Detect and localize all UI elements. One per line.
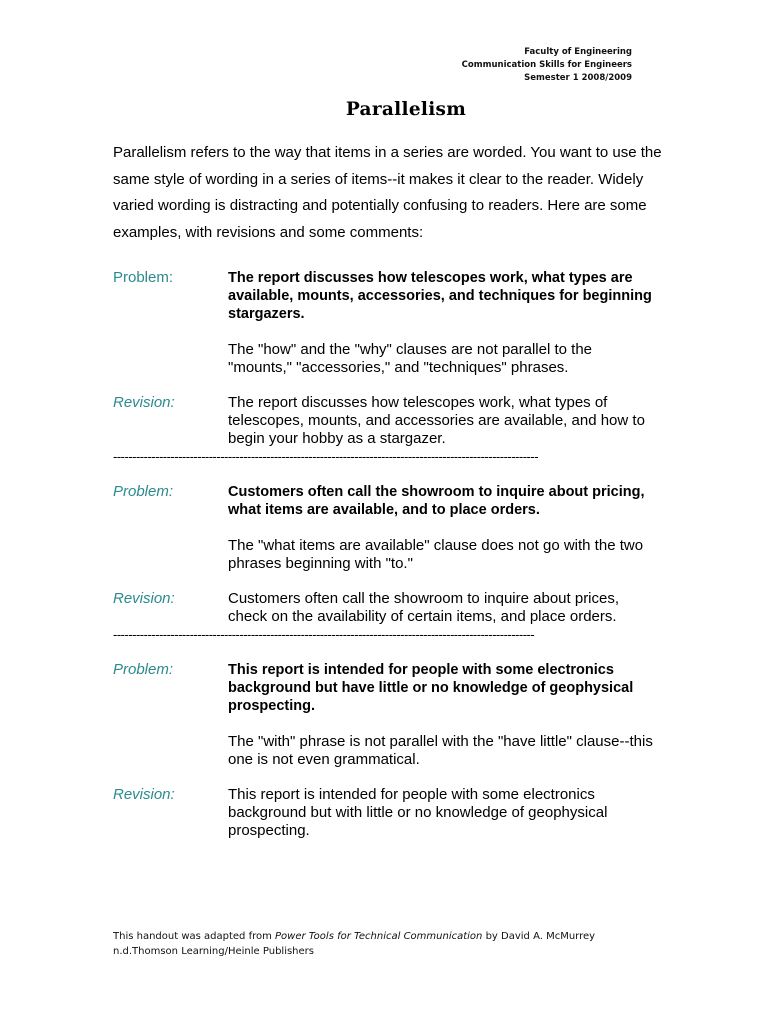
- comment-text-3: The "with" phrase is not parallel with the "have little" clause--this one is not even grammatical.: [228, 733, 653, 768]
- problem-text-2: Customers often call the showroom to inquire about pricing, what items are available, and to place orders.: [228, 484, 645, 518]
- header-faculty: Faculty of Engineering: [524, 47, 632, 57]
- document-header: [462, 46, 632, 85]
- intro-paragraph: Parallelism refers to the way that items in a series are worded. You want to use the same style of wording in a series of items--it makes it clear to the reader. Widely varied wording is distracting and potentially confusing to readers. Here are some examples, with revisions and some comments:: [113, 144, 662, 241]
- problem-label-1: Problem:: [113, 269, 174, 286]
- problem-text-1: The report discusses how telescopes work, what types are available, mounts, accessories, and techniques for beginning stargazers.: [228, 270, 652, 322]
- comment-text-1: The "how" and the "why" clauses are not parallel to the "mounts," "accessories," and "techniques" phrases.: [228, 341, 593, 376]
- revision-text-3: This report is intended for people with some electronics background but with little or no knowledge of geophysical prospecting.: [228, 786, 608, 839]
- problem-label-3: Problem:: [113, 661, 174, 678]
- revision-text-1: The report discusses how telescopes work, what types of telescopes, mounts, and accessories are available, and how to begin your hobby as a stargazer.: [228, 394, 645, 447]
- header-semester: Semester 1 2008/2009: [524, 73, 632, 83]
- revision-label-3: Revision:: [113, 786, 175, 803]
- footer-book-title: Power Tools for Technical Communication: [275, 931, 483, 942]
- revision-label-1: Revision:: [113, 394, 175, 411]
- page-title: Parallelism: [345, 99, 467, 120]
- problem-label-2: Problem:: [113, 483, 174, 500]
- revision-label-2: Revision:: [113, 590, 175, 607]
- footer-publisher: n.d.Thomson Learning/Heinle Publishers: [113, 946, 314, 957]
- comment-text-2: The "what items are available" clause does not go with the two phrases beginning with "to.": [228, 537, 644, 572]
- problem-text-3: This report is intended for people with some electronics background but have little or no knowledge of geophysical prospecting.: [228, 662, 642, 714]
- footer-prefix: This handout was adapted from: [113, 931, 276, 942]
- footer-line-1: [113, 929, 595, 944]
- header-course: Communication Skills for Engineers: [461, 60, 632, 70]
- footer-author: by David A. McMurrey: [482, 931, 596, 942]
- separator-1: ---------------------------------------------------------------------------------------------------------------: [113, 450, 539, 464]
- footer-citation: [113, 929, 595, 959]
- separator-2: --------------------------------------------------------------------------------------------------------------: [113, 628, 535, 642]
- revision-text-2: Customers often call the showroom to inquire about prices, check on the availability of certain items, and place orders.: [228, 590, 620, 625]
